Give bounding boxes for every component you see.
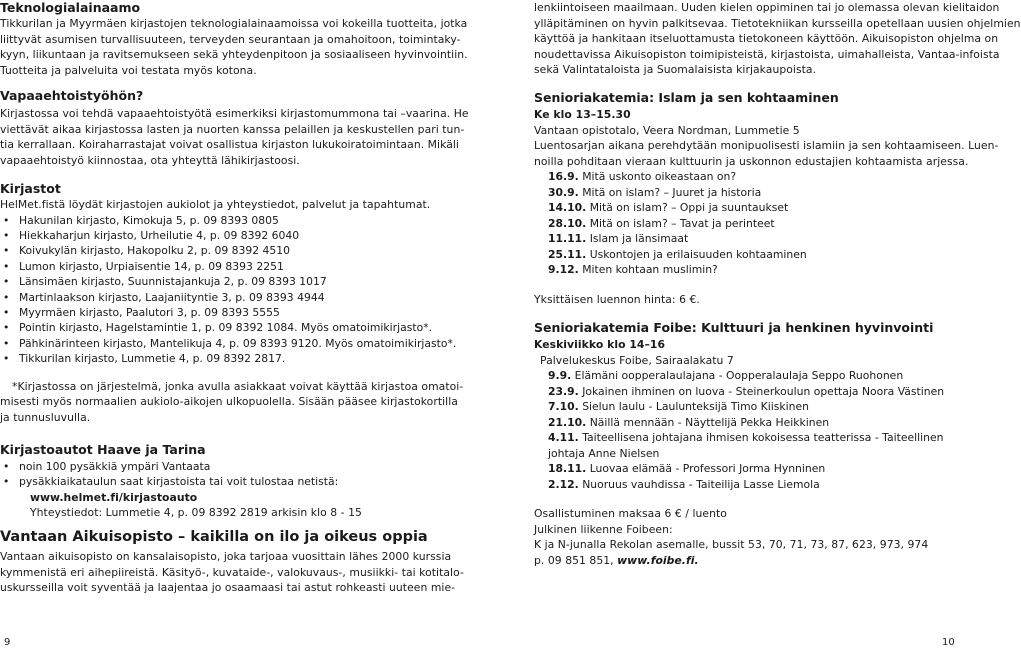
event-place: Palvelukeskus Foibe, Sairaalakatu 7 xyxy=(540,353,734,367)
section-heading: Teknologialainaamo xyxy=(0,0,141,15)
text-line: kymmenistä eri aihepiireistä. Käsityö-, kuvataide-, valokuvaus-, musiikki- tai kotitalo- xyxy=(0,565,464,579)
event-description xyxy=(534,138,999,169)
program-item: 21.10. Näillä mennään - Näyttelijä Pekka Heikkinen xyxy=(548,415,830,429)
list-item: • Hakunilan kirjasto, Kimokuja 5, p. 09 8393 0805 xyxy=(0,213,432,228)
aikuisopisto-section xyxy=(0,528,464,596)
section-heading: Kirjastot xyxy=(0,181,61,196)
vapaaehtoistyo-section xyxy=(0,88,469,168)
text-line: Luentosarjan aikana perehdytään monipuolisesti islamiin ja sen kohtaamiseen. Luen- xyxy=(534,139,999,152)
program-item: 23.9. Jokainen ihminen on luova - Steinerkoulun opettaja Noora Västinen xyxy=(548,384,945,398)
text-line: ja tunnusluvulla. xyxy=(0,410,91,424)
teknologialainaamo-section xyxy=(0,0,468,78)
aikuisopisto-continued xyxy=(534,0,1021,78)
text-line: misesti myös normaalien aukiolo-aikojen ulkopuolella. Sisään pääsee kirjastokortilla xyxy=(0,395,458,409)
paragraph xyxy=(0,106,469,168)
list-item: • Länsimäen kirjasto, Suunnistajankuja 2, p. 09 8393 1017 xyxy=(0,274,432,289)
program-item: 16.9. Mitä uskonto oikeastaan on? xyxy=(548,170,737,183)
list-item: • Hiekkaharjun kirjasto, Urheilutie 4, p. 09 8392 6040 xyxy=(0,228,432,243)
text-line: lenkiintoiseen maailmaan. Uuden kielen oppiminen tai jo olemassa olevan kielitaidon xyxy=(534,1,1000,14)
list-item: • Pointin kirjasto, Hagelstamintie 1, p. 09 8392 1084. Myös omatoimikirjasto*. xyxy=(0,320,432,335)
paragraph xyxy=(0,16,468,78)
list-item: • Tikkurilan kirjasto, Lummetie 4, p. 09 8392 2817. xyxy=(0,351,432,366)
program-item: 14.10. Mitä on islam? – Oppi ja suuntaukset xyxy=(548,201,789,214)
program-item: 4.11. Taiteellisena johtajana ihmisen kokoisessa teatterissa - Taiteellinen xyxy=(548,431,944,444)
text-line: sekä Valintataloista ja Suomalaisista kirjakaupoista. xyxy=(534,63,817,76)
text-line: Kirjastossa voi tehdä vapaaehtoistyötä esimerkiksi kirjastomummona tai –vaarina. He xyxy=(0,107,469,120)
list-item: • noin 100 pysäkkiä ympäri Vantaata xyxy=(0,459,432,474)
program-item: 11.11. Islam ja länsimaat xyxy=(548,232,689,245)
text-line: noudettavissa Aikuisopiston toimipisteistä, kirjastoista, uimahalleista, Vantaa-infoista xyxy=(534,47,1000,61)
program-item: 25.11. Uskontojen ja erilaisuuden kohtaaminen xyxy=(548,247,807,261)
list-item: • Koivukylän kirjasto, Hakopolku 2, p. 09 8392 4510 xyxy=(0,243,432,258)
page-number-left: 9 xyxy=(4,637,11,648)
text-line: Tikkurilan ja Myyrmäen kirjastojen teknologialainaamoissa voi kokeilla tuotteita, jotka xyxy=(0,17,468,30)
kirjastoauto-link[interactable]: www.helmet.fi/kirjastoauto xyxy=(30,490,198,504)
program-item: 18.11. Luovaa elämää - Professori Jorma Hynninen xyxy=(548,462,826,475)
section-heading: Senioriakatemia: Islam ja sen kohtaaminen xyxy=(534,90,839,105)
text-line: ylläpitäminen on hyvin palkitsevaa. Tietotekniikan kursseilla opetellaan uusien ohjelmien xyxy=(534,16,1021,30)
program-item: 7.10. Sielun laulu - Laulunteksijä Timo Kiiskinen xyxy=(548,400,809,413)
program-list xyxy=(534,368,958,492)
helmet-intro: HelMet.fistä löydät kirjastojen aukiolot ja yhteystiedot, palvelut ja tapahtumat. xyxy=(0,198,431,211)
text-line: noilla pohditaan vieraan kulttuurin ja uskonnon edustajien kohtaamista arjessa. xyxy=(534,154,969,168)
text-line: viettävät aikaa kirjastossa lasten ja nuorten kanssa pelaillen ja keskustellen pari tun- xyxy=(0,122,465,136)
section-heading: Kirjastoautot Haave ja Tarina xyxy=(0,442,206,457)
foibe-website-link[interactable]: www.foibe.fi. xyxy=(617,553,699,567)
list-item: • Martinlaakson kirjasto, Laajaniityntie 3, p. 09 8393 4944 xyxy=(0,290,432,305)
participation-price: Osallistuminen maksaa 6 € / luento xyxy=(534,507,727,520)
contact-info: Yhteystiedot: Lummetie 4, p. 09 8392 2819 arkisin klo 8 - 15 xyxy=(30,506,362,520)
list-item: • Pähkinärinteen kirjasto, Mantelikuja 4, p. 09 8393 9120. Myös omatoimikirjasto*. xyxy=(0,336,432,351)
lecture-price: Yksittäisen luennon hinta: 6 €. xyxy=(534,292,700,306)
program-item: 9.9. Elämäni oopperalaulajana - Oopperalaulaja Seppo Ruohonen xyxy=(548,369,904,382)
program-list xyxy=(534,169,958,278)
section-heading: Vantaan Aikuisopisto – kaikilla on ilo ja oikeus oppia xyxy=(0,529,428,545)
transport-info: K ja N-junalla Rekolan asemalle, bussit 53, 70, 71, 73, 87, 623, 973, 974 xyxy=(534,538,929,551)
kirjastot-section xyxy=(0,181,464,425)
program-item: 9.12. Miten kohtaan muslimin? xyxy=(548,263,718,276)
paragraph xyxy=(0,549,464,596)
list-item: • pysäkkiaikataulun saat kirjastoista tai voit tulostaa netistä: xyxy=(0,474,432,489)
islam-section xyxy=(534,90,999,307)
transport-label: Julkinen liikenne Foibeen: xyxy=(534,522,673,536)
section-heading: Senioriakatemia Foibe: Kulttuuri ja henkinen hyvinvointi xyxy=(534,320,934,335)
bus-info-list xyxy=(0,459,432,490)
text-line: tia kerrallaan. Koiraharrastajat voivat osallistua kirjaston lukukoiratoimintaan. Mikäli xyxy=(0,138,459,151)
program-item: 2.12. Nuoruus vauhdissa - Taiteilija Lasse Liemola xyxy=(548,477,820,491)
text-line: vapaaehtoistyö kiinnostaa, ota yhteyttä lähikirjastoosi. xyxy=(0,153,300,167)
text-line: liittyvät asumisen turvallisuuteen, terveyden seurantaan ja omahoitoon, toimintaky- xyxy=(0,32,461,46)
list-item: • Myyrmäen kirjasto, Paalutori 3, p. 09 8393 5555 xyxy=(0,305,432,320)
text-line: kyyn, liikuntaan ja ravitsemukseen sekä yhteydenpitoon ja sosiaaliseen hyvinvointiin. xyxy=(0,48,468,61)
program-item: 28.10. Mitä on islam? – Tavat ja perinteet xyxy=(548,216,775,230)
event-time: Keskiviikko klo 14–16 xyxy=(534,338,666,351)
self-service-note xyxy=(0,379,464,426)
text-line: *Kirjastossa on järjestelmä, jonka avulla asiakkaat voivat käyttää kirjastoa omatoi- xyxy=(12,379,464,393)
foibe-contact xyxy=(534,553,958,569)
text-line: käyttöä ja hankitaan itseluottamusta tietokoneen käyttöön. Aikuisopiston ohjelma on xyxy=(534,32,999,45)
event-place: Vantaan opistotalo, Veera Nordman, Lummetie 5 xyxy=(534,123,800,137)
kirjastoautot-section xyxy=(0,442,432,521)
text-line: Vantaan aikuisopisto on kansalaisopisto, joka tarjoaa vuosittain lähes 2000 kurssia xyxy=(0,550,452,563)
program-item: 30.9. Mitä on islam? – Juuret ja historia xyxy=(548,185,762,199)
text-line: Tuotteita ja palveluita voi testata myös kotona. xyxy=(0,63,257,77)
foibe-section xyxy=(534,320,958,568)
library-list xyxy=(0,213,457,367)
phone-text: p. 09 851 851, xyxy=(534,553,618,567)
section-heading: Vapaaehtoistyöhön? xyxy=(0,88,144,103)
page-number-right: 10 xyxy=(942,637,955,648)
list-item: • Lumon kirjasto, Urpiaisentie 14, p. 09 8393 2251 xyxy=(0,259,432,274)
text-line: uskursseilla voit syventää ja laajentaa jo osaamaasi tai astut rohkeasti uuteen mie- xyxy=(0,581,456,594)
event-time: Ke klo 13–15.30 xyxy=(534,108,631,121)
program-item: johtaja Anne Nielsen xyxy=(548,446,660,460)
